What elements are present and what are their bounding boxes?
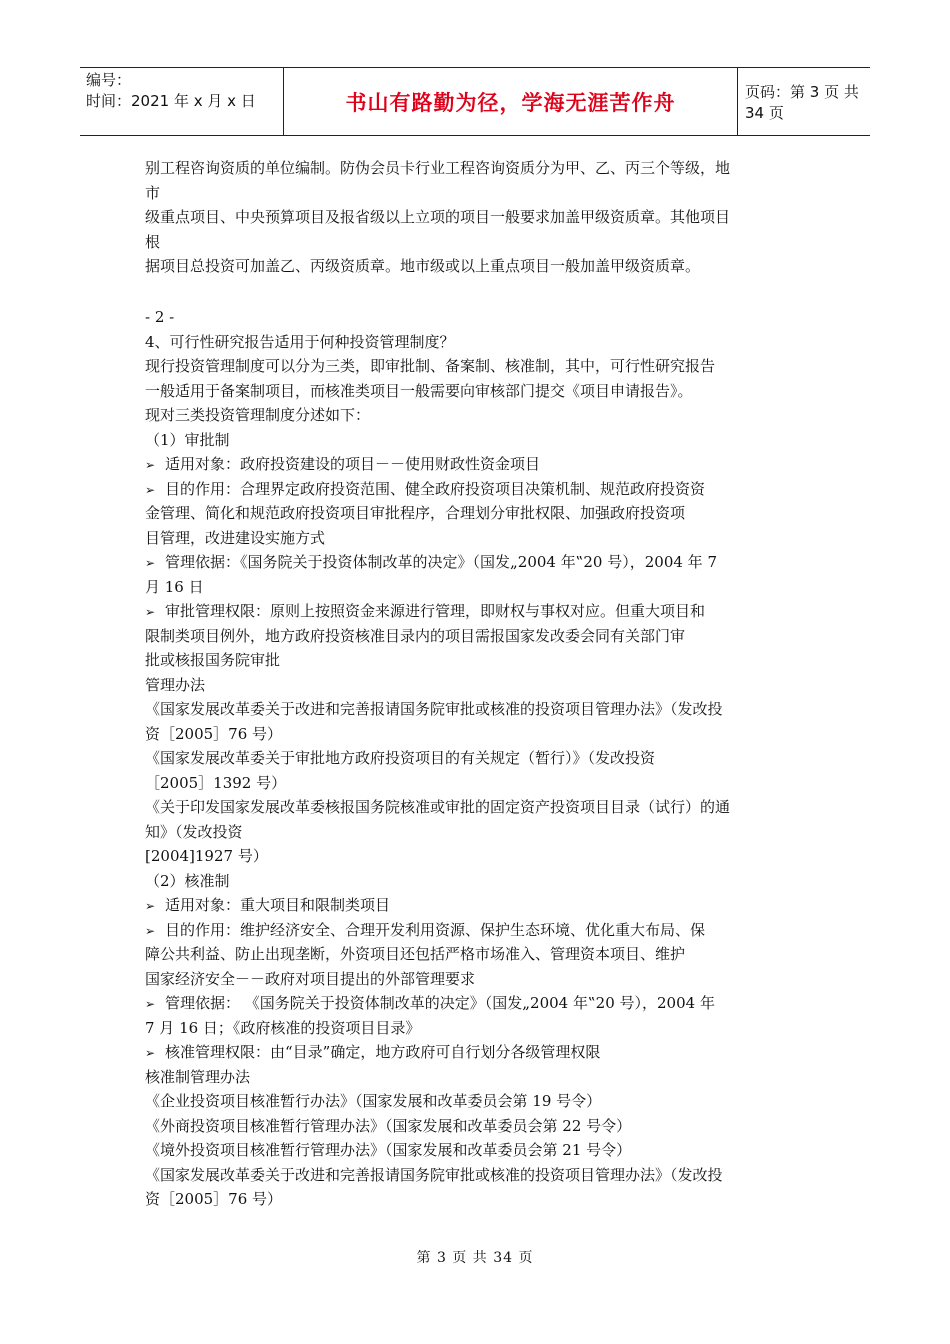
text-line: 《企业投资项目核准暂行办法》（国家发展和改革委员会第 19 号令） — [145, 1092, 602, 1110]
page-footer: 第 3 页 共 34 页 — [416, 1250, 534, 1266]
text-line: 金管理、简化和规范政府投资项目审批程序，合理划分审批权限、加强政府投资项 — [145, 504, 686, 522]
bullet-text: 管理依据：《国务院关于投资体制改革的决定》（国发„2004 年‟20 号），2004 年 7 — [165, 553, 717, 571]
question-heading: 4、可行性研究报告适用于何种投资管理制度？ — [145, 332, 455, 351]
bullet-arrow-icon: ➢ — [145, 482, 156, 497]
number-label: 编号： — [86, 71, 132, 89]
text-line: 别工程咨询资质的单位编制。防伪会员卡行业工程咨询资质分为甲、乙、丙三个等级，地 — [145, 159, 731, 177]
bullet-item — [145, 452, 810, 477]
text-line: 限制类项目例外，地方政府投资核准目录内的项目需报国家发改委会同有关部门审 — [145, 626, 686, 645]
text-line: 资［2005］76 号） — [145, 724, 283, 743]
text-line: 《国家发展改革委关于改进和完善报请国务院审批或核准的投资项目管理办法》（发改投 — [145, 700, 723, 718]
text-line: 《国家发展改革委关于改进和完善报请国务院审批或核准的投资项目管理办法》（发改投 — [145, 1165, 723, 1184]
bullet-arrow-icon: ➢ — [145, 458, 156, 472]
text-line: 据项目总投资可加盖乙、丙级资质章。地市级或以上重点项目一般加盖甲级资质章。 — [145, 257, 701, 275]
subheading: 管理办法 — [145, 675, 206, 694]
text-line: 国家经济安全－－政府对项目提出的外部管理要求 — [145, 969, 476, 988]
motto: 书山有路勤为径，学海无涯苦作舟 — [345, 90, 676, 115]
text-line: 7 月 16 日；《政府核准的投资项目目录》 — [145, 1018, 421, 1037]
header-page-info — [738, 68, 870, 135]
page-marker: - 2 - — [145, 308, 175, 326]
text-line: 《外商投资项目核准暂行管理办法》（国家发展和改革委员会第 22 号令） — [145, 1116, 632, 1135]
time-label: 时间：2021 年 x 月 x 日 — [86, 92, 256, 110]
bullet-text: 审批管理权限：原则上按照资金来源进行管理，即财权与事权对应。但重大项目和 — [165, 602, 706, 620]
text-line: 《国家发展改革委关于审批地方政府投资项目的有关规定（暂行）》（发改投资 — [145, 749, 656, 767]
bullet-item — [145, 893, 810, 918]
text-line: 《关于印发国家发展改革委核报国务院核准或审批的固定资产投资项目目录（试行）的通 — [145, 798, 731, 816]
text-line: [2004]1927 号） — [145, 847, 268, 865]
bullet-arrow-icon: ➢ — [145, 556, 156, 570]
bullet-item — [145, 1040, 810, 1065]
text-line: 批或核报国务院审批 — [145, 651, 281, 669]
bullet-item — [145, 550, 810, 575]
bullet-text: 目的作用：维护经济安全、合理开发利用资源、保护生态环境、优化重大布局、保 — [165, 920, 706, 939]
header-motto-cell — [283, 68, 738, 135]
bullet-text: 核准管理权限：由“目录”确定，地方政府可自行划分各级管理权限 — [165, 1043, 601, 1061]
bullet-arrow-icon: ➢ — [145, 997, 156, 1011]
section-heading: （2）核准制 — [145, 871, 230, 890]
text-line: 一般适用于备案制项目，而核准类项目一般需要向审核部门提交《项目申请报告》。 — [145, 381, 693, 400]
bullet-item — [145, 918, 810, 943]
header-meta — [80, 68, 283, 135]
text-line: 障公共利益、防止出现垄断，外资项目还包括严格市场准入、管理资本项目、维护 — [145, 945, 686, 963]
text-line: 月 16 日 — [145, 577, 204, 596]
blank-line — [145, 279, 810, 304]
bullet-arrow-icon: ➢ — [145, 923, 156, 938]
bullet-text: 适用对象：政府投资建设的项目－－使用财政性资金项目 — [165, 455, 541, 473]
text-line: 现行投资管理制度可以分为三类，即审批制、备案制、核准制，其中，可行性研究报告 — [145, 357, 716, 375]
document-body — [145, 156, 810, 1212]
bullet-arrow-icon: ➢ — [145, 1046, 156, 1060]
text-line: 目管理，改进建设实施方式 — [145, 528, 326, 547]
bullet-text: 管理依据： 《国务院关于投资体制改革的决定》（国发„2004 年‟20 号），2004 年 — [165, 994, 715, 1012]
text-line: 《境外投资项目核准暂行管理办法》（国家发展和改革委员会第 21 号令） — [145, 1141, 632, 1159]
page-info: 页码：第 3 页 共 34 页 — [745, 82, 859, 122]
bullet-item — [145, 477, 810, 502]
text-line: ［2005］1392 号） — [145, 773, 287, 792]
bullet-item — [145, 991, 810, 1016]
subheading: 核准制管理办法 — [145, 1067, 251, 1086]
text-line: 资［2005］76 号） — [145, 1190, 283, 1208]
text-line: 现对三类投资管理制度分述如下： — [145, 406, 371, 424]
bullet-arrow-icon: ➢ — [145, 605, 156, 619]
section-heading: （1）审批制 — [145, 430, 230, 449]
text-line: 知》（发改投资 — [145, 822, 243, 841]
bullet-arrow-icon: ➢ — [145, 899, 156, 913]
document-header — [80, 67, 870, 136]
text-line: 市 — [145, 183, 161, 202]
text-line: 根 — [145, 232, 161, 251]
bullet-text: 适用对象：重大项目和限制类项目 — [165, 896, 391, 914]
bullet-text: 目的作用：合理界定政府投资范围、健全政府投资项目决策机制、规范政府投资资 — [165, 479, 706, 498]
text-line: 级重点项目、中央预算项目及报省级以上立项的项目一般要求加盖甲级资质章。其他项目 — [145, 208, 731, 226]
bullet-item — [145, 599, 810, 624]
